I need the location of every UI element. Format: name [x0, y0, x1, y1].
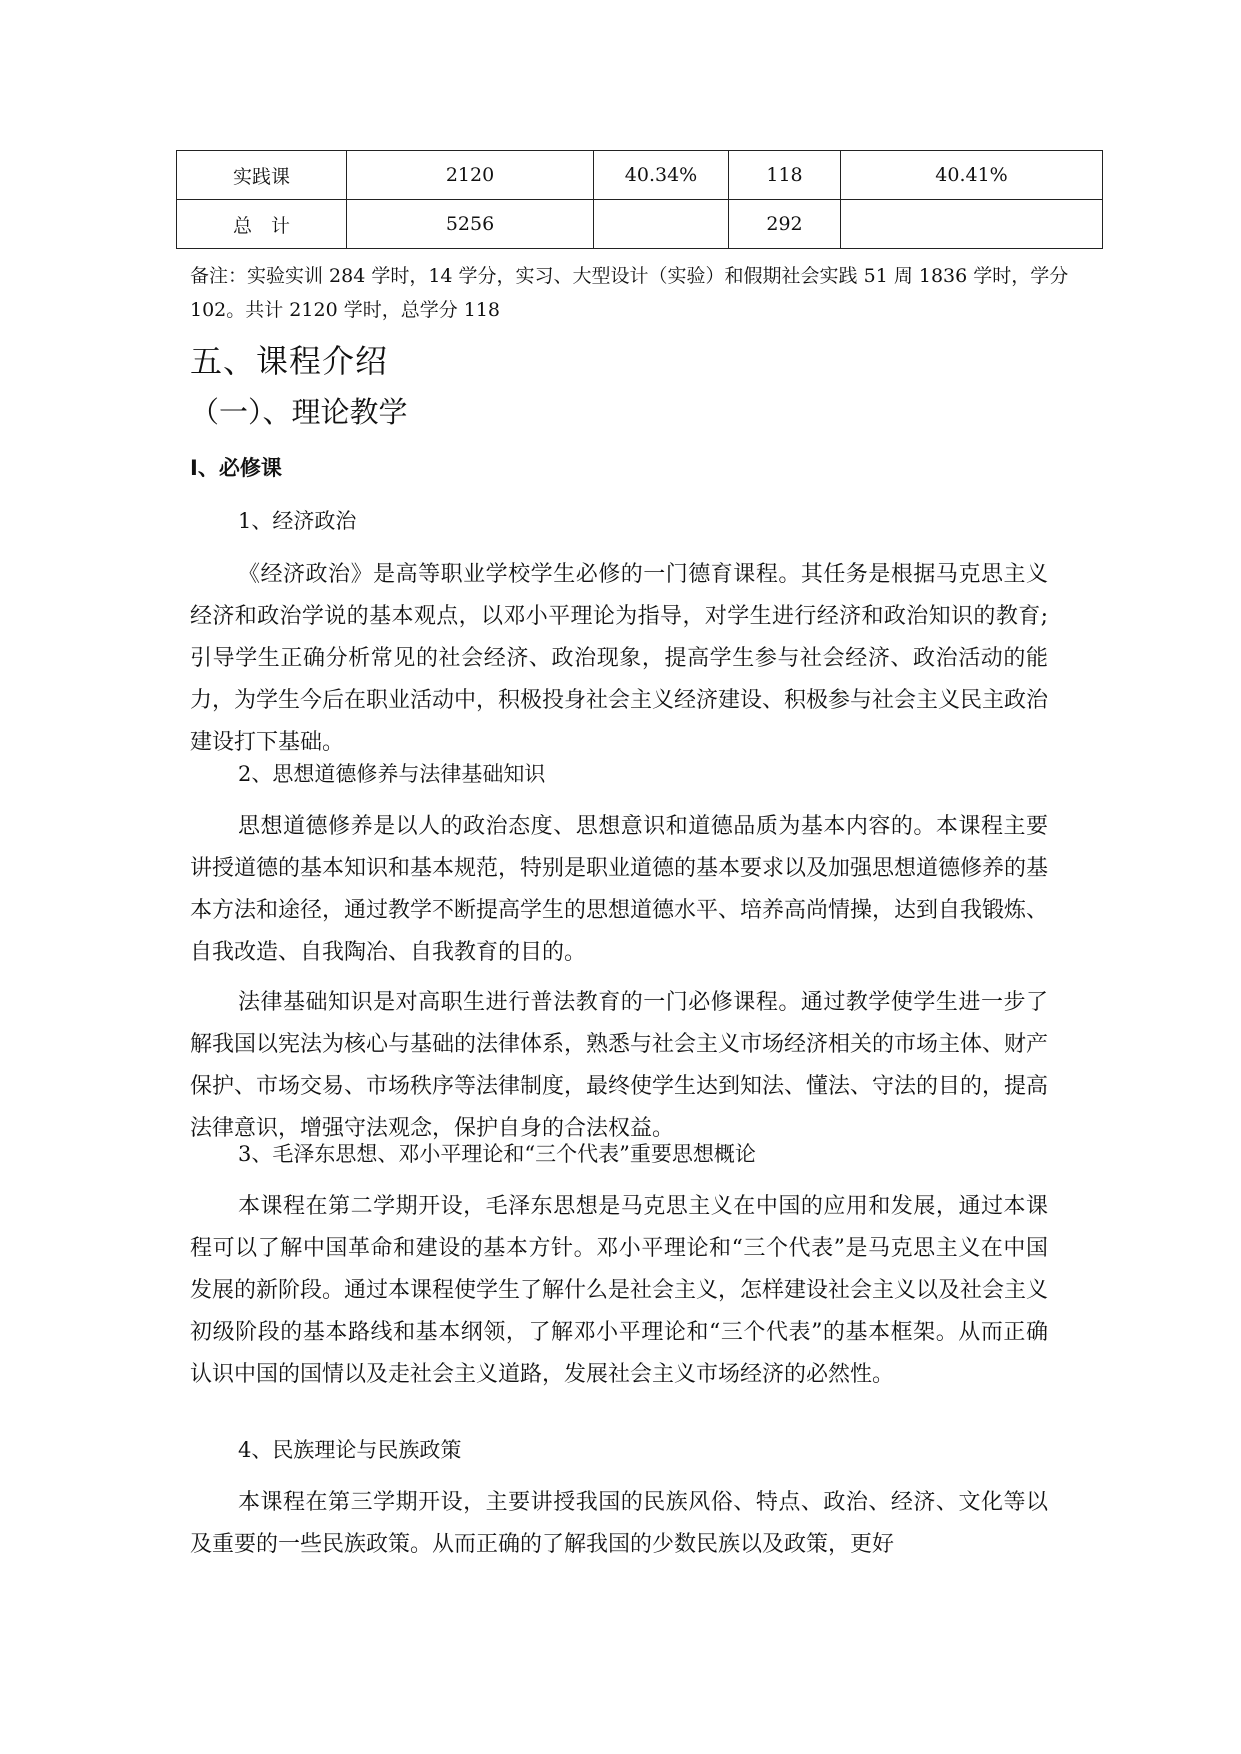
heading-required-courses: Ⅰ、必修课 — [190, 456, 282, 480]
heading-sub: （一）、理论教学 — [190, 395, 408, 429]
table-row — [177, 200, 1103, 249]
section-paragraph: 本课程在第三学期开设，主要讲授我国的民族风俗、特点、政治、经济、文化等以及重要的一些民族政策。从而正确的了解我国的少数民族以及政策，更好 — [190, 1490, 1048, 1557]
table-cell: 40.41% — [841, 151, 1103, 200]
section-paragraph: 法律基础知识是对高职生进行普法教育的一门必修课程。通过教学使学生进一步了解我国以宪法为核心与基础的法律体系，熟悉与社会主义市场经济相关的市场主体、财产保护、市场交易、市场秩序等法律制度，最终使学生达到知法、懂法、守法的目的，提高法律意识，增强守法观念，保护自身的合法权益。 — [190, 990, 1049, 1141]
credit-summary-table — [176, 150, 1103, 249]
section-paragraph: 本课程在第二学期开设，毛泽东思想是马克思主义在中国的应用和发展，通过本课程可以了解中国革命和建设的基本方针。邓小平理论和“三个代表”是马克思主义在中国发展的新阶段。通过本课程使学生了解什么是社会主义，怎样建设社会主义以及社会主义初级阶段的基本路线和基本纲领，了解邓小平理论和“三个代表”的基本框架。从而正确认识中国的国情以及走社会主义道路，发展社会主义市场经济的必然性。 — [190, 1194, 1049, 1387]
table-cell: 292 — [729, 200, 841, 249]
table-cell: 40.34% — [594, 151, 729, 200]
table-cell: 实践课 — [177, 151, 347, 200]
table-remark: 备注：实验实训 284 学时，14 学分，实习、大型设计（实验）和假期社会实践 51 周 1836 学时，学分 102。共计 2120 学时，总学分 118 — [190, 265, 1069, 321]
section-paragraph: 《经济政治》是高等职业学校学生必修的一门德育课程。其任务是根据马克思主义经济和政治学说的基本观点，以邓小平理论为指导，对学生进行经济和政治知识的教育; 引导学生正确分析常见的社会经济、政治现象，提高学生参与社会经济、政治活动的能力，为学生今后在职业活动中，积极投身社会主义经济建设、积极参与社会主义民主政治建设打下基础。 — [190, 562, 1049, 755]
table-cell: 总 计 — [177, 200, 347, 249]
table-cell: 5256 — [347, 200, 594, 249]
section-title: 1、经济政治 — [238, 509, 357, 533]
heading-main: 五、课程介绍 — [190, 342, 389, 380]
section-paragraph: 思想道德修养是以人的政治态度、思想意识和道德品质为基本内容的。本课程主要讲授道德的基本知识和基本规范，特别是职业道德的基本要求以及加强思想道德修养的基本方法和途径，通过教学不断提高学生的思想道德水平、培养高尚情操，达到自我锻炼、自我改造、自我陶冶、自我教育的目的。 — [190, 814, 1049, 965]
table-cell: 118 — [729, 151, 841, 200]
table-cell — [841, 200, 1103, 249]
table-row — [177, 151, 1103, 200]
section-title: 3、毛泽东思想、邓小平理论和“三个代表”重要思想概论 — [238, 1142, 756, 1166]
section-title: 2、思想道德修养与法律基础知识 — [238, 762, 546, 786]
table-cell — [594, 200, 729, 249]
section-title: 4、民族理论与民族政策 — [238, 1438, 462, 1462]
table-cell: 2120 — [347, 151, 594, 200]
